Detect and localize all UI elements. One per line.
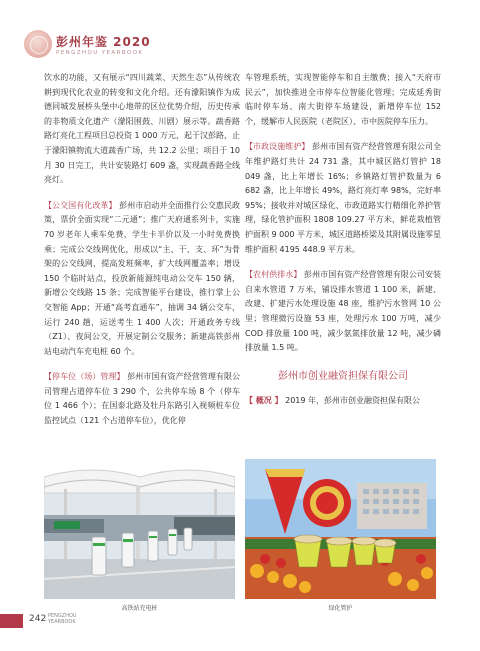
section-tag: 【停车位（场）管理】 bbox=[44, 372, 125, 382]
paragraph-bus-reform: 【公交国有化改革】 彭州市启动并全面推行公交惠民政策，票价全面实现“二元通”；推广天府通系列卡，实施 70 岁老年人乘车免费，学生卡半价以及一小时免费换乘；完成公交线网优化，形成以“主、干、支、环”为骨架的公交线网，提高发班频率，扩大线网覆盖率；增设 150 个临时站点，投放新能源纯电动公交车 150 辆，新增公交线路 15 条；完成智能平台建设，推行掌上公交智能 App；开通“高考直通车”，抽调 34 辆公交车，运行 240 趟，运送考生 1 400 人次；开通政务专线（Z1）、夜间公交，开展定制公交服务；新建高铁彭州站电动汽车充电桩 60 个。 bbox=[44, 200, 241, 356]
footer-accent-bar bbox=[0, 614, 23, 628]
page-header bbox=[0, 0, 480, 70]
section-tag: 【市政设施维护】 bbox=[245, 142, 310, 152]
paragraph-municipal: 【市政设施维护】 彭州市国有资产经营管理有限公司全年维护路灯共计 24 731 盏，其中城区路灯管护 18 049 盏，比上年增长 16%；乡镇路灯管护数量为 6 682 盏，比上年增长 49%，路灯亮灯率 98%，完好率 95%；接收并对城区绿化、市政道路实行精细化养护管理，绿化管护面积 1808 109.27 平方米，鲜花栽植管护面积 9 000 平方米，城区道路桥梁及其附属设施零星维护面积 4195 448.9 平方米。 bbox=[245, 142, 442, 254]
section-tag: 【公交国有化改革】 bbox=[44, 200, 117, 210]
paragraph-parking: 【停车位（场）管理】 彭州市国有资产经营管理有限公司管理占道停车位 3 290 个，公共停车场 8 个（停车位 1 466 个）；在国泰北路及牡丹东路引入视频桩车位监控试点（121 个占道停车位），优化停 bbox=[44, 372, 241, 426]
photo-caption-charging: 高铁站充电桩 bbox=[121, 605, 158, 612]
footer-yearbook-mark: PENGZHOU YEARBOOK bbox=[48, 613, 77, 625]
photo-caption-greening: 绿化管护 bbox=[328, 605, 353, 612]
paragraph-parking-cont: 车管理系统，实现智能停车和自主缴费；接入“天府市民云”，加快推进全市停车位智能化管理；完成延秀街临时停车场、南大街停车场建设，新增停车位 152 个，缓解市人民医院（老院区）、市中医院停车压力。 bbox=[245, 73, 441, 126]
yearbook-emblem-icon bbox=[24, 30, 52, 58]
yearbook-subtitle: PENGZHOU YEARBOOK bbox=[56, 50, 144, 56]
photo-charging-station bbox=[44, 459, 235, 599]
page-number: 242 bbox=[29, 614, 47, 624]
charging-station-image bbox=[44, 459, 235, 599]
right-column bbox=[245, 71, 441, 419]
company-section-title: 彭州市创业融资担保有限公司 bbox=[278, 370, 408, 382]
photo-greening bbox=[245, 459, 436, 599]
greening-image bbox=[245, 459, 436, 599]
section-tag: 【 概况 】 bbox=[245, 395, 283, 405]
section-tag: 【农村供排水】 bbox=[245, 270, 302, 280]
left-column bbox=[44, 71, 240, 440]
paragraph-water: 【农村供排水】 彭州市国有资产经营管理有限公司安装自来水管道 7 万米，铺设排水管道 1 100 米，新建、改建、扩建污水处理设施 48 座，维护污水管网 10 公里；管理微污设施 53 座，处理污水 100 万吨，减少 COD 排放量 100 吨，减少氨氮排放量 12 吨，减少磷排放量 1.5 吨。 bbox=[245, 270, 442, 353]
yearbook-title: 彭州年鉴 2020 bbox=[56, 35, 151, 49]
paragraph-vegetable-road: 饮水的功能，又有展示“四川蔬菜、天然生态”从传统农耕到现代化农业的转变和文化介绍。还有濛阳镇作为成德同城发展桥头堡中心地带的区位优势介绍，历史传承的非物质文化遗产（濛阳围鼓、川剧）展示等。蔬香路路灯亮化工程项目总投资 1 000 万元，起于汉彭路，止于濛阳镇物流大道蔬香广场，共 12.2 公里；项目于 10 月 30 日完工，共计安装路灯 609 盏，实现蔬香路全线亮灯。 bbox=[44, 73, 240, 185]
paragraph-overview: 【 概况 】 2019 年，彭州市创业融资担保有限公 bbox=[245, 395, 421, 405]
